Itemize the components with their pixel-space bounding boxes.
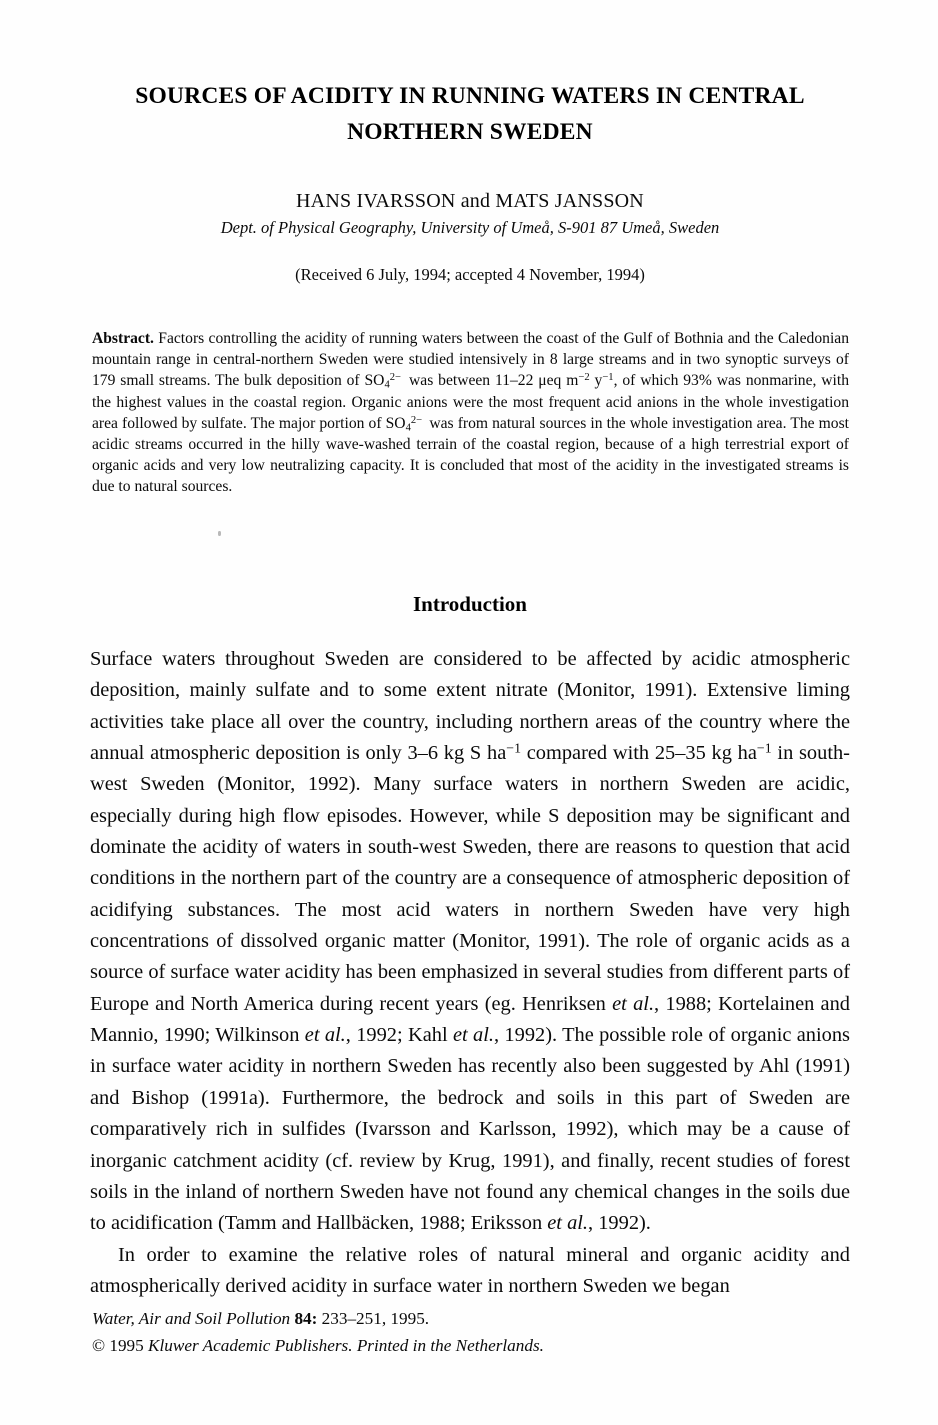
footer-copyright-year: 1995	[109, 1336, 144, 1355]
footer-printed-in: Printed in the Netherlands.	[356, 1336, 544, 1355]
abstract-label: Abstract.	[92, 330, 154, 347]
received-accepted-line: (Received 6 July, 1994; accepted 4 November, 1994)	[295, 265, 645, 284]
footer-journal-name: Water, Air and Soil Pollution	[92, 1309, 291, 1328]
authors-block	[92, 188, 848, 240]
paragraph-2: In order to examine the relative roles of natural mineral and organic acidity and atmospherically derived acidity in surface water in northern Sweden we began	[90, 1243, 850, 1297]
footer-pages: 233–251, 1995.	[321, 1309, 430, 1328]
title-line-1: SOURCES OF ACIDITY IN RUNNING WATERS IN CENTRAL	[135, 83, 805, 109]
scan-artifact-speck	[218, 531, 221, 536]
section-heading-introduction: Introduction	[413, 592, 527, 616]
copyright-icon: ©	[92, 1336, 106, 1355]
author-affiliation: Dept. of Physical Geography, University of Umeå, S-901 87 Umeå, Sweden	[220, 218, 720, 237]
footer-copyright-line	[92, 1332, 852, 1359]
page-footer	[92, 1305, 852, 1359]
title-block	[92, 78, 848, 150]
abstract-body: Factors controlling the acidity of running waters between the coast of the Gulf of Bothnia and the Caledonian mountain range in central-northern Sweden were studied intensively in 8 large streams and in two synoptic surveys of 179 small streams. The bulk deposition of $SO_4^{2-}$ was between 11–22 μeq $m^{-2}$ $y^{-1}$, of which 93% was nonmarine, with the highest values in the coastal region. Organic anions were the most frequent acid anions in the whole investigation area followed by sulfate. The major portion of $SO_4^{2-}$ was from natural sources in the whole investigation area. The most acidic streams occurred in the hilly wave-washed terrain of the coastal region, because of a high terrestrial export of organic acids and very low neutralizing capacity. It is concluded that most of the acidity in the investigated streams is due to natural sources.	[92, 330, 850, 496]
footer-publisher: Kluwer Academic Publishers.	[148, 1336, 353, 1355]
body-text	[90, 644, 850, 1302]
footer-citation-line	[92, 1305, 852, 1332]
page-title	[92, 78, 848, 150]
author-list: HANS IVARSSON and MATS JANSSON	[296, 190, 644, 212]
footer-volume: 84:	[294, 1309, 318, 1328]
title-line-2: NORTHERN SWEDEN	[347, 119, 593, 145]
paragraph-1: Surface waters throughout Sweden are considered to be affected by acidic atmospheric deposition, mainly sulfate and to some extent nitrate (Monitor, 1991). Extensive liming activities take place all over the country, including northern areas of the country where the annual atmospheric deposition is only 3–6 kg S $ha^{-1}$ compared with 25–35 kg $ha^{-1}$ in south-west Sweden (Monitor, 1992). Many surface waters in northern Sweden are acidic, especially during high flow episodes. However, while S deposition may be significant and dominate the acidity of waters in south-west Sweden, there are reasons to question that acid conditions in the northern part of the country are a consequence of atmospheric deposition of acidifying substances. The most acid waters in northern Sweden have very high concentrations of dissolved organic matter (Monitor, 1991). The role of organic acids as a source of surface water acidity has been emphasized in several studies from different parts of Europe and North America during recent years (eg. Henriksen et al., 1988; Kortelainen and Mannio, 1990; Wilkinson et al., 1992; Kahl et al., 1992). The possible role of organic anions in surface water acidity in northern Sweden has recently also been suggested by Ahl (1991) and Bishop (1991a). Furthermore, the bedrock and soils in this part of Sweden are comparatively rich in sulfides (Ivarsson and Karlsson, 1992), which may be a cause of inorganic catchment acidity (cf. review by Krug, 1991), and finally, recent studies of forest soils in the inland of northern Sweden have not found any chemical changes in the soils due to acidification (Tamm and Hallbäcken, 1988; Eriksson et al., 1992).	[90, 648, 850, 1235]
abstract-section	[92, 328, 849, 498]
